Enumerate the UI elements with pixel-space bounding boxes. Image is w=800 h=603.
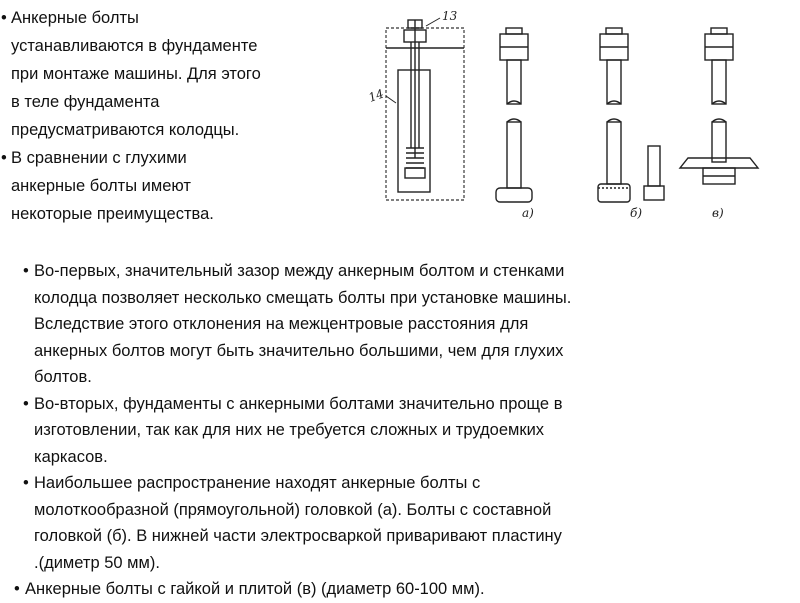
advantage-bullet-1 — [22, 258, 782, 391]
caption-c: в) — [712, 206, 724, 220]
text-line: В сравнении с глухими — [11, 149, 187, 167]
intro-bullet-1 — [0, 4, 350, 144]
well-section-drawing — [386, 18, 464, 200]
text-line: предусматриваются колодцы. — [11, 121, 240, 139]
text-line: при монтаже машины. Для этого — [11, 65, 261, 83]
caption-b: б) — [630, 206, 643, 220]
bolt-c-drawing — [680, 28, 758, 184]
bolt-b-drawing — [598, 28, 664, 202]
text-line: головкой (б). В нижней части электросваркой приваривают пластину — [34, 527, 562, 545]
intro-bullet-2 — [0, 144, 350, 228]
nut-plate-bolt-bullet — [13, 576, 782, 603]
text-line: каркасов. — [34, 447, 108, 466]
text-line: в теле фундамента — [11, 93, 160, 111]
intro-bullet-list — [0, 4, 350, 228]
text-line: Анкерные болты — [11, 9, 139, 27]
text-line: анкерных болтов могут быть значительно большими, чем для глухих — [34, 341, 564, 360]
text-line: .(диметр 50 мм). — [34, 553, 160, 572]
text-line: Во-вторых, фундаменты с анкерными болтами значительно проще в — [34, 394, 563, 413]
anchor-bolts-figure — [366, 8, 770, 220]
text-line: устанавливаются в фундаменте — [11, 37, 258, 55]
bolt-types-bullet — [22, 470, 782, 576]
caption-a: а) — [522, 206, 534, 220]
text-line: молоткообразной (прямоугольной) головкой (а). Болты с составной — [34, 500, 552, 519]
text-line: изготовлении, так как для них не требуется сложных и трудоемких — [34, 421, 545, 439]
text-line: некоторые преимущества. — [11, 205, 214, 223]
text-line: Вследствие этого отклонения на межцентровые расстояния для — [34, 315, 529, 333]
text-line: болтов. — [34, 368, 92, 386]
text-line: Во-первых, значительный зазор между анкерным болтом и стенками — [34, 262, 565, 280]
advantages-bullet-list — [22, 258, 782, 603]
callout-14: 14 — [366, 86, 386, 105]
text-line: Наибольшее распространение находят анкерные болты с — [34, 474, 481, 492]
text-line: анкерные болты имеют — [11, 177, 191, 195]
advantage-bullet-2 — [22, 391, 782, 471]
anchor-bolt-drawings — [366, 8, 770, 220]
bolt-a-drawing — [496, 28, 532, 202]
text-line: Анкерные болты с гайкой и плитой (в) (диаметр 60-100 мм). — [25, 580, 485, 598]
text-line: колодца позволяет несколько смещать болты при установке машины. — [34, 288, 572, 307]
callout-13: 13 — [442, 9, 458, 23]
